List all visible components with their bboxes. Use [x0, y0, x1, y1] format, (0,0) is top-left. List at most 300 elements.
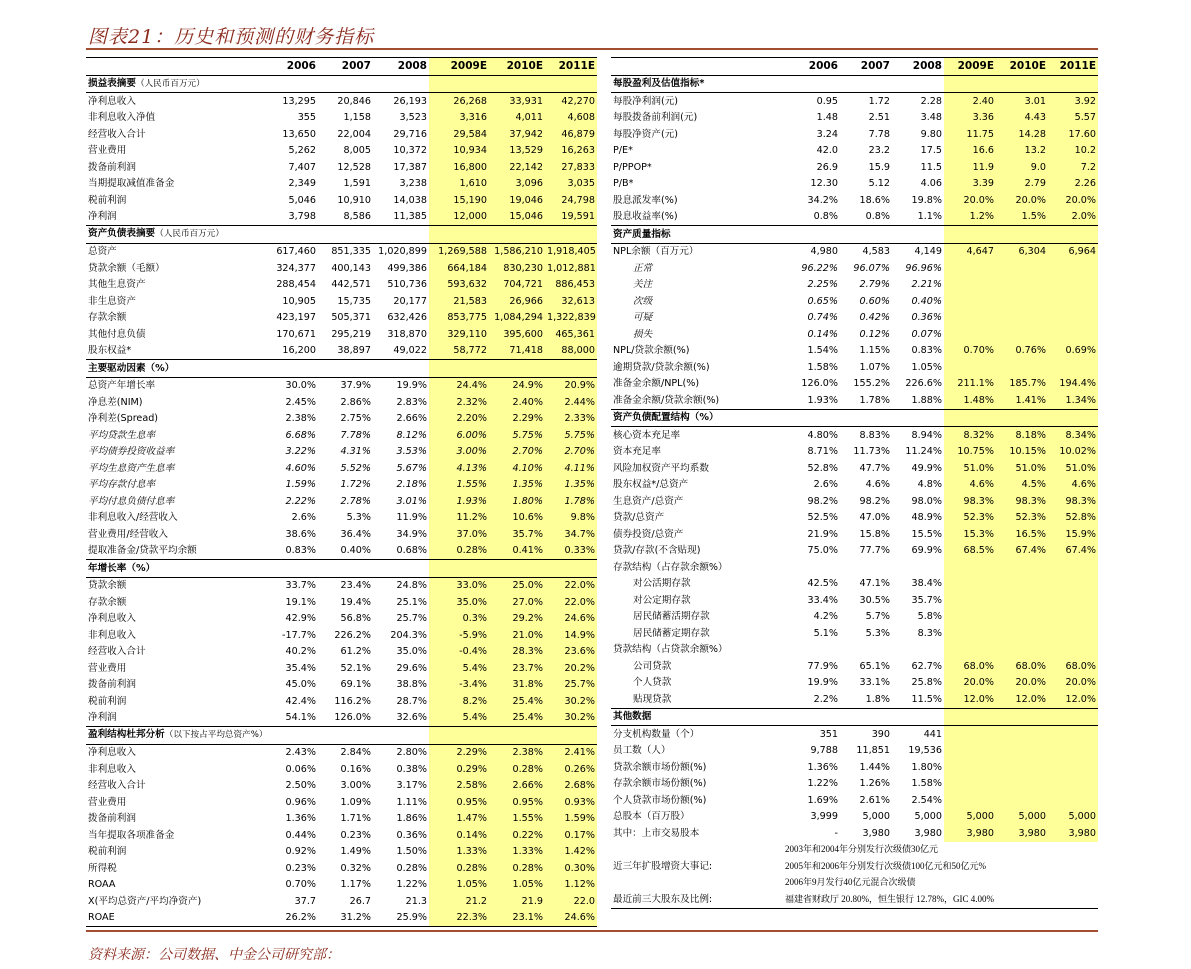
value-cell: 10.6%: [489, 510, 545, 527]
value-cell: [944, 609, 996, 626]
value-cell: 1.59%: [285, 479, 316, 490]
value-cell: 5.3%: [346, 512, 371, 523]
note-cell: 2005年和2006年分别发行次级债100亿元和50亿元%: [785, 860, 986, 871]
value-cell: 46,879: [545, 126, 597, 143]
row-label-text: 其他付息负债: [88, 328, 146, 340]
table-row: [86, 644, 597, 661]
value-cell: 1,269,588: [429, 243, 489, 260]
table-row: [86, 844, 597, 861]
header-label-cell: [86, 58, 261, 76]
value-cell: [996, 75, 1048, 93]
value-cell: 8.71%: [807, 446, 838, 457]
value-cell: 3,980: [1048, 825, 1098, 842]
value-cell: [318, 560, 373, 578]
value-cell: 33,931: [489, 93, 545, 110]
value-cell: 1.22%: [396, 879, 427, 890]
year-header: 2009E: [944, 58, 996, 76]
value-cell: [783, 559, 840, 576]
value-cell: 16,200: [261, 343, 318, 360]
value-cell: 126.0%: [801, 378, 838, 389]
value-cell: 5.7%: [865, 611, 890, 622]
row-label: [86, 460, 261, 477]
value-cell: 423,197: [276, 312, 316, 323]
value-cell: 0.28%: [396, 862, 427, 874]
table-row: [86, 394, 597, 411]
value-cell: 5,046: [288, 194, 316, 206]
section-title-text: 每股盈利及估值指标*: [613, 78, 705, 89]
value-cell: 28.7%: [396, 695, 427, 707]
value-cell: 1.54%: [807, 345, 838, 356]
value-cell: 1.17%: [340, 879, 371, 890]
row-label: [86, 343, 261, 360]
value-cell: 3,980: [862, 827, 890, 839]
value-cell: 2,349: [288, 178, 316, 189]
value-cell: 0.26%: [545, 761, 597, 778]
value-cell: 15.5%: [911, 528, 942, 540]
value-cell: [840, 642, 892, 659]
value-cell: 2.79%: [859, 279, 890, 290]
row-label-text: 贷款余额市场份额(%): [613, 761, 707, 773]
value-cell: 6,964: [1048, 243, 1098, 260]
value-cell: 10,910: [337, 194, 371, 206]
value-cell: 2.40: [944, 93, 996, 110]
value-cell: [261, 75, 318, 93]
row-label-text: 关注: [633, 279, 653, 290]
row-label: [611, 293, 783, 310]
value-cell: 2.84%: [340, 747, 371, 758]
table-row: [611, 776, 1098, 793]
value-cell: 96.07%: [853, 262, 890, 274]
row-label: [86, 526, 261, 543]
value-cell: 24,798: [545, 192, 597, 209]
value-cell: 11,385: [373, 209, 429, 226]
row-label-text: 净利息收入: [88, 95, 136, 107]
value-cell: 4,980: [810, 246, 838, 257]
table-row: [611, 543, 1098, 560]
value-cell: -: [834, 827, 838, 839]
value-cell: [1048, 326, 1098, 343]
row-label: [86, 126, 261, 143]
year-header: 2006: [261, 58, 318, 76]
value-cell: 3.48: [920, 112, 942, 123]
value-cell: 36.4%: [340, 528, 371, 540]
value-cell: [1048, 759, 1098, 776]
row-label-text: 每股净资产(元): [613, 128, 679, 140]
value-cell: 5.75%: [489, 427, 545, 444]
row-label: [86, 159, 261, 176]
value-cell: 11.9: [944, 159, 996, 176]
value-cell: 34.2%: [807, 194, 838, 206]
row-label: [86, 611, 261, 628]
value-cell: 2.78%: [340, 495, 371, 507]
value-cell: [373, 560, 429, 578]
footer-divider: [86, 930, 1098, 932]
section-title: [611, 409, 783, 427]
value-cell: 1.59%: [545, 811, 597, 828]
value-cell: 2.68%: [545, 778, 597, 795]
value-cell: 155.2%: [853, 378, 890, 389]
value-cell: 29,716: [393, 128, 427, 140]
table-row: [86, 693, 597, 710]
value-cell: 3.24: [816, 128, 838, 140]
value-cell: 25.4%: [489, 710, 545, 727]
value-cell: 1.58%: [807, 361, 838, 373]
row-label-text: 平均付息负债付息率: [88, 495, 175, 507]
table-row: [86, 860, 597, 877]
value-cell: 4.11%: [545, 460, 597, 477]
value-cell: 29.6%: [396, 662, 427, 674]
value-cell: 18.6%: [859, 194, 890, 206]
section-title-text: 资产负债表摘要: [88, 228, 156, 239]
value-cell: 2.29%: [429, 744, 489, 761]
section-header-row: [611, 75, 1098, 93]
value-cell: 2.2%: [783, 691, 840, 708]
section-title: [86, 727, 268, 745]
row-label-text: 员工数（人）: [613, 745, 671, 756]
row-label-text: 存款余额市场份额(%): [613, 778, 707, 789]
value-cell: 1.41%: [996, 392, 1048, 409]
row-label-text: 生息资产/总资产: [613, 495, 684, 507]
table-row: [86, 577, 597, 594]
value-cell: 2.70%: [545, 444, 597, 461]
value-cell: 1.55%: [429, 477, 489, 494]
row-label-text: 税前利润: [88, 194, 127, 206]
financial-table-right: [611, 57, 1098, 909]
table-row: [611, 260, 1098, 277]
value-cell: 42.5%: [807, 578, 838, 589]
value-cell: 170,671: [276, 328, 316, 340]
value-cell: [1048, 75, 1098, 93]
value-cell: 42.0: [816, 145, 838, 156]
value-cell: [996, 625, 1048, 642]
value-cell: 33.4%: [807, 594, 838, 606]
value-cell: 38,897: [318, 343, 373, 360]
value-cell: [1048, 743, 1098, 760]
value-cell: 499,386: [387, 262, 427, 274]
row-label-text: P/E*: [613, 145, 633, 156]
row-label-text: 贷款/存款(不含贴现): [613, 545, 701, 556]
value-cell: 47.1%: [859, 578, 890, 589]
row-label: [86, 794, 261, 811]
row-label-text: P/PPOP*: [613, 161, 652, 173]
table-row: [86, 293, 597, 310]
value-cell: 96.22%: [801, 262, 838, 274]
table-row: [611, 343, 1098, 360]
table-row: [611, 510, 1098, 527]
row-label-text: NPL/贷款余额(%): [613, 345, 690, 356]
value-cell: 30.2%: [545, 693, 597, 710]
value-cell: 4.6%: [1048, 477, 1098, 494]
table-row: [86, 543, 597, 560]
value-cell: 1.72: [868, 95, 890, 107]
value-cell: [318, 360, 373, 378]
value-cell: 0.92%: [285, 846, 316, 857]
table-row: [611, 310, 1098, 327]
value-cell: [545, 75, 597, 93]
value-cell: 1.49%: [340, 846, 371, 857]
section-title: [611, 75, 783, 93]
value-cell: 2.61%: [859, 794, 890, 806]
table-row: [86, 176, 597, 193]
value-cell: 3.01%: [396, 495, 427, 507]
value-cell: 4,608: [545, 110, 597, 127]
value-cell: 3,980: [944, 825, 996, 842]
value-cell: 20,177: [393, 295, 427, 307]
value-cell: 351: [819, 728, 838, 740]
value-cell: 20.0%: [944, 675, 996, 692]
value-cell: [783, 708, 840, 726]
value-cell: 0.95: [816, 95, 838, 107]
value-cell: 1.09%: [340, 796, 371, 808]
row-label: [611, 609, 783, 626]
value-cell: [1048, 592, 1098, 609]
value-cell: 37.9%: [340, 380, 371, 391]
row-label: [86, 293, 261, 310]
value-cell: 12.30: [810, 178, 838, 189]
section-header-row: [86, 75, 597, 93]
table-row: [86, 794, 597, 811]
value-cell: 0.65%: [807, 295, 838, 307]
value-cell: 0.16%: [340, 763, 371, 775]
value-cell: [1048, 409, 1098, 427]
row-label-text: 核心资本充足率: [613, 429, 681, 441]
value-cell: 24.8%: [396, 580, 427, 591]
value-cell: 3.01: [996, 93, 1048, 110]
row-label: [86, 778, 261, 795]
value-cell: 98.3%: [996, 493, 1048, 510]
value-cell: 3,980: [914, 827, 942, 839]
value-cell: 2.40%: [489, 394, 545, 411]
value-cell: [261, 560, 318, 578]
table-row: [86, 827, 597, 844]
value-cell: 61.2%: [340, 646, 371, 657]
value-cell: 52.8%: [1048, 510, 1098, 527]
value-cell: [261, 727, 318, 745]
value-cell: 52.1%: [340, 662, 371, 674]
value-cell: 69.9%: [911, 545, 942, 556]
value-cell: 0.76%: [996, 343, 1048, 360]
value-cell: 1.93%: [783, 392, 840, 409]
row-label: [611, 326, 783, 343]
value-cell: 5.57: [1048, 110, 1098, 127]
row-label-text: 损失: [633, 328, 653, 340]
value-cell: 226.2%: [334, 629, 371, 641]
value-cell: [489, 360, 545, 378]
value-cell: 9.8%: [545, 510, 597, 527]
value-cell: [1048, 226, 1098, 244]
row-label-text: 净息差(NIM): [88, 396, 143, 408]
value-cell: [944, 759, 996, 776]
value-cell: 1.58%: [911, 778, 942, 789]
value-cell: 3.36: [944, 110, 996, 127]
value-cell: 1.36%: [807, 761, 838, 773]
row-label-text: 非生息资产: [88, 295, 136, 307]
value-cell: 3,798: [261, 209, 318, 226]
value-cell: 8.94%: [911, 429, 942, 441]
row-label: [86, 243, 261, 260]
row-label: [611, 192, 783, 209]
value-cell: 58,772: [429, 343, 489, 360]
value-cell: [944, 277, 996, 294]
value-cell: 4.6%: [944, 477, 996, 494]
value-cell: 318,870: [387, 328, 427, 340]
value-cell: 3.39: [944, 176, 996, 193]
value-cell: 5.8%: [917, 611, 942, 622]
value-cell: 31.2%: [318, 910, 373, 927]
value-cell: 0.23%: [340, 829, 371, 841]
row-label: [611, 592, 783, 609]
value-cell: 17.5: [920, 145, 942, 156]
row-label: [611, 493, 783, 510]
value-cell: 8.83%: [859, 429, 890, 441]
value-cell: 21.9%: [807, 528, 838, 540]
value-cell: [318, 727, 373, 745]
row-label: [611, 243, 783, 260]
row-label: [611, 842, 783, 859]
table-row: [611, 658, 1098, 675]
value-cell: 69.1%: [340, 679, 371, 690]
value-cell: [944, 726, 996, 743]
value-cell: 1,020,899: [378, 246, 427, 257]
value-cell: 21,583: [429, 293, 489, 310]
value-cell: 3.53%: [396, 446, 427, 457]
row-label: [86, 493, 261, 510]
value-cell: 34.9%: [396, 528, 427, 540]
value-cell: 28.3%: [489, 644, 545, 661]
value-cell: 20.9%: [545, 377, 597, 394]
row-label: [611, 444, 783, 461]
value-cell: 441: [923, 728, 942, 740]
value-cell: 5,000: [914, 811, 942, 822]
value-cell: 1.26%: [859, 778, 890, 789]
value-cell: 5,000: [862, 811, 890, 822]
value-cell: 593,632: [429, 277, 489, 294]
row-label: [611, 675, 783, 692]
value-cell: 1.50%: [396, 846, 427, 857]
row-label-text: 公司贷款: [633, 660, 672, 672]
value-cell: 1.22%: [807, 778, 838, 789]
value-cell: 52.5%: [807, 512, 838, 523]
value-cell: [783, 226, 840, 244]
value-cell: 0.29%: [429, 761, 489, 778]
row-label: [86, 277, 261, 294]
value-cell: 2.32%: [429, 394, 489, 411]
row-label: [86, 577, 261, 594]
value-cell: 29.2%: [489, 611, 545, 628]
row-label: [611, 143, 783, 160]
row-label: [611, 658, 783, 675]
value-cell: 355: [297, 112, 316, 123]
value-cell: 25.7%: [396, 613, 427, 624]
row-label-text: 债券投资/总资产: [613, 528, 684, 540]
row-label: [611, 642, 783, 659]
table-row: [611, 809, 1098, 826]
value-cell: [944, 293, 996, 310]
value-cell: 23.2: [868, 145, 890, 156]
value-cell: 20,846: [337, 95, 371, 107]
value-cell: 0.07%: [911, 328, 942, 340]
value-cell: [996, 359, 1048, 376]
section-header-row: [86, 727, 597, 745]
row-label-text: 风险加权资产平均系数: [613, 462, 709, 474]
table-row: [611, 460, 1098, 477]
value-cell: 664,184: [429, 260, 489, 277]
value-cell: 4.06: [920, 178, 942, 189]
row-label-text: ROAE: [88, 912, 115, 923]
row-label: [86, 377, 261, 394]
row-label: [86, 110, 261, 127]
value-cell: 1.15%: [859, 345, 890, 356]
value-cell: 3.22%: [285, 446, 316, 457]
row-label: [86, 761, 261, 778]
value-cell: 4.10%: [489, 460, 545, 477]
row-label-text: 总资产年增长率: [88, 380, 156, 391]
value-cell: 19.8%: [911, 194, 942, 206]
value-cell: [996, 759, 1048, 776]
value-cell: 204.3%: [390, 629, 427, 641]
value-cell: 0.28%: [489, 860, 545, 877]
value-cell: [545, 360, 597, 378]
value-cell: 0.96%: [285, 796, 316, 808]
year-header: 2010E: [996, 58, 1048, 76]
value-cell: 14.9%: [545, 627, 597, 644]
table-row: [86, 611, 597, 628]
value-cell: 617,460: [276, 246, 316, 257]
value-cell: -0.4%: [429, 644, 489, 661]
value-cell: [996, 743, 1048, 760]
value-cell: 12.0%: [996, 691, 1048, 708]
value-cell: 62.7%: [911, 660, 942, 672]
value-cell: 853,775: [429, 310, 489, 327]
value-cell: 5.75%: [545, 427, 597, 444]
value-cell: 1.5%: [996, 209, 1048, 226]
row-label: [611, 759, 783, 776]
value-cell: 0.95%: [429, 794, 489, 811]
value-cell: 24.4%: [429, 377, 489, 394]
value-cell: 20.0%: [1048, 675, 1098, 692]
value-cell: 19.9%: [396, 380, 427, 391]
row-label: [611, 776, 783, 793]
table-row: [611, 743, 1098, 760]
value-cell: [996, 592, 1048, 609]
value-cell: 5.52%: [340, 462, 371, 474]
value-cell: 2.25%: [807, 279, 838, 290]
note-cell: 福建省财政厅 20.80%，恒生银行 12.78%，GIC 4.00%: [783, 891, 1098, 908]
value-cell: 16,263: [545, 143, 597, 160]
value-cell: 21.2: [429, 893, 489, 910]
value-cell: 886,453: [545, 277, 597, 294]
value-cell: 11,851: [856, 745, 890, 756]
value-cell: [944, 642, 996, 659]
value-cell: 23.7%: [489, 660, 545, 677]
value-cell: 10.75%: [944, 444, 996, 461]
value-cell: 4,011: [489, 110, 545, 127]
value-cell: 0.22%: [489, 827, 545, 844]
page-title: 图表21：历史和预测的财务指标: [88, 26, 375, 48]
value-cell: 15,735: [337, 295, 371, 307]
value-cell: [318, 75, 373, 93]
value-cell: 5,000: [944, 809, 996, 826]
value-cell: 26.7: [349, 895, 371, 907]
value-cell: 67.4%: [1048, 543, 1098, 560]
value-cell: 71,418: [489, 343, 545, 360]
value-cell: 24.6%: [545, 910, 597, 927]
value-cell: 3.92: [1048, 93, 1098, 110]
value-cell: 15.9%: [1048, 526, 1098, 543]
value-cell: 37.7: [294, 895, 316, 907]
value-cell: 3,523: [399, 112, 427, 123]
value-cell: 1.2%: [944, 209, 996, 226]
